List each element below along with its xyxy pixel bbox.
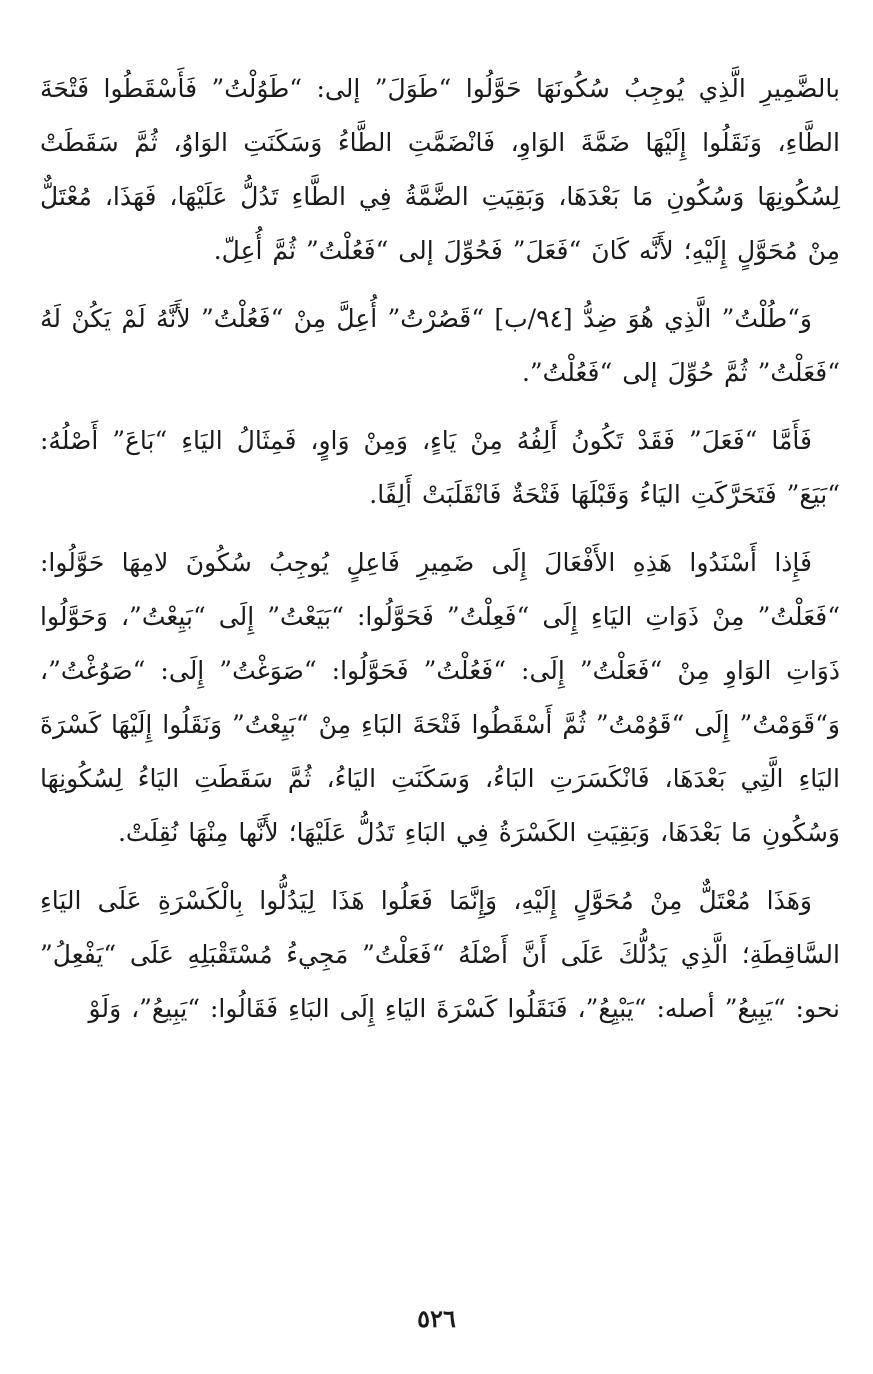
paragraph-3: فَأَمَّا “فَعَلَ” فَقَدْ تَكُونُ أَلِفُهُ مِنْ يَاءٍ، وَمِنْ وَاوٍ، فَمِثَالُ اليَاءِ “بَاعَ” أَصْلُهُ: “بَيَعَ” فَتَحَرَّكَتِ اليَاءُ وَقَبْلَهَا فَتْحَةٌ فَانْقَلَبَتْ أَلِفًا. [40, 426, 840, 509]
paragraph-4: فَإِذا أَسْنَدُوا هَذِهِ الأَفْعَالَ إِلَى ضَمِيرِ فَاعِلٍ يُوجِبُ سُكُونَ لامِهَا حَوَّلُوا: “فَعَلْتُ” مِنْ ذَوَاتِ اليَاءِ إِلَى “فَعِلْتُ” فَحَوَّلُوا: “بَيَعْتُ” إِلَى “بَيِعْتُ”، وَحَوَّلُوا ذَوَاتِ الوَاوِ مِنْ “فَعَلْتُ” إِلَى: “فَعُلْتُ” فَحَوَّلُوا: “صَوَغْتُ” إِلَى: “صَوُغْتُ”، وَ“قَوَمْتُ” إِلَى “قَوُمْتُ” ثُمَّ أَسْقَطُوا فَتْحَةَ البَاءِ مِنْ “بَيِعْتُ” وَنَقَلُوا إِلَيْهَا كَسْرَةَ اليَاءِ الَّتِي بَعْدَهَا، فَانْكَسَرَتِ البَاءُ، وَسَكَنَتِ اليَاءُ، ثُمَّ سَقَطَتِ اليَاءُ لِسُكُونِهَا وَسُكُونِ مَا بَعْدَهَا، وَبَقِيَتِ الكَسْرَةُ فِي البَاءِ تَدُلُّ عَلَيْهَا؛ لأَنَّها مِنْهَا نُقِلَتْ. [40, 548, 840, 847]
paragraph-1: بالضَّمِيرِ الَّذِي يُوجِبُ سُكُونَهَا حَوَّلُوا “طَوَلَ” إلى: “طَوُلْتُ” فَأَسْقَطُوا فَتْحَةَ الطَّاءِ، وَنَقَلُوا إِلَيْهَا ضَمَّةَ الوَاوِ، فَانْضَمَّتِ الطَّاءُ وَسَكَنَتِ الوَاوُ، ثُمَّ سَقَطَتْ لِسُكُونِهَا وَسُكُونِ مَا بَعْدَهَا، وَبَقِيَتِ الضَّمَّةُ فِي الطَّاءِ تَدُلُّ عَلَيْهَا، فَهَذَا، مُعْتَلٌّ مِنْ مُحَوَّلٍ إِلَيْهِ؛ لأَنَّه كَانَ “فَعَلَ” فَحُوِّلَ إلى “فَعُلْتُ” ثُمَّ أُعِلّ. [40, 74, 840, 265]
paragraph-5: وَهَذَا مُعْتَلٌّ مِنْ مُحَوَّلٍ إِلَيْهِ، وَإِنَّمَا فَعَلُوا هَذَا لِيَدُلُّوا بِالْكَسْرَةِ عَلَى اليَاءِ السَّاقِطَةِ؛ الَّذِي يَدُلُّكَ عَلَى أَنَّ أَصْلَهُ “فَعَلْتُ” مَجِيءُ مُسْتَقْبَلِهِ عَلَى “يَفْعِلُ” نحو: “يَبِيعُ” أصله: “يَبْيِعُ”، فَنَقَلُوا كَسْرَةَ اليَاءِ إِلَى البَاءِ فَقَالُوا: “يَبِيعُ”، وَلَوْ [40, 886, 840, 1023]
page-number: ٥٢٦ [417, 1304, 456, 1333]
text-body [40, 62, 840, 1050]
paragraph-2: وَ“طُلْتُ” الَّذِي هُوَ ضِدُّ [٩٤/ب] “قَصُرْتُ” أُعِلَّ مِنْ “فَعُلْتُ” لأَنَّهُ لَمْ يَكُنْ لَهُ “فَعَلْتُ” ثُمَّ حُوِّلَ إلى “فَعُلْتُ”. [40, 304, 840, 387]
